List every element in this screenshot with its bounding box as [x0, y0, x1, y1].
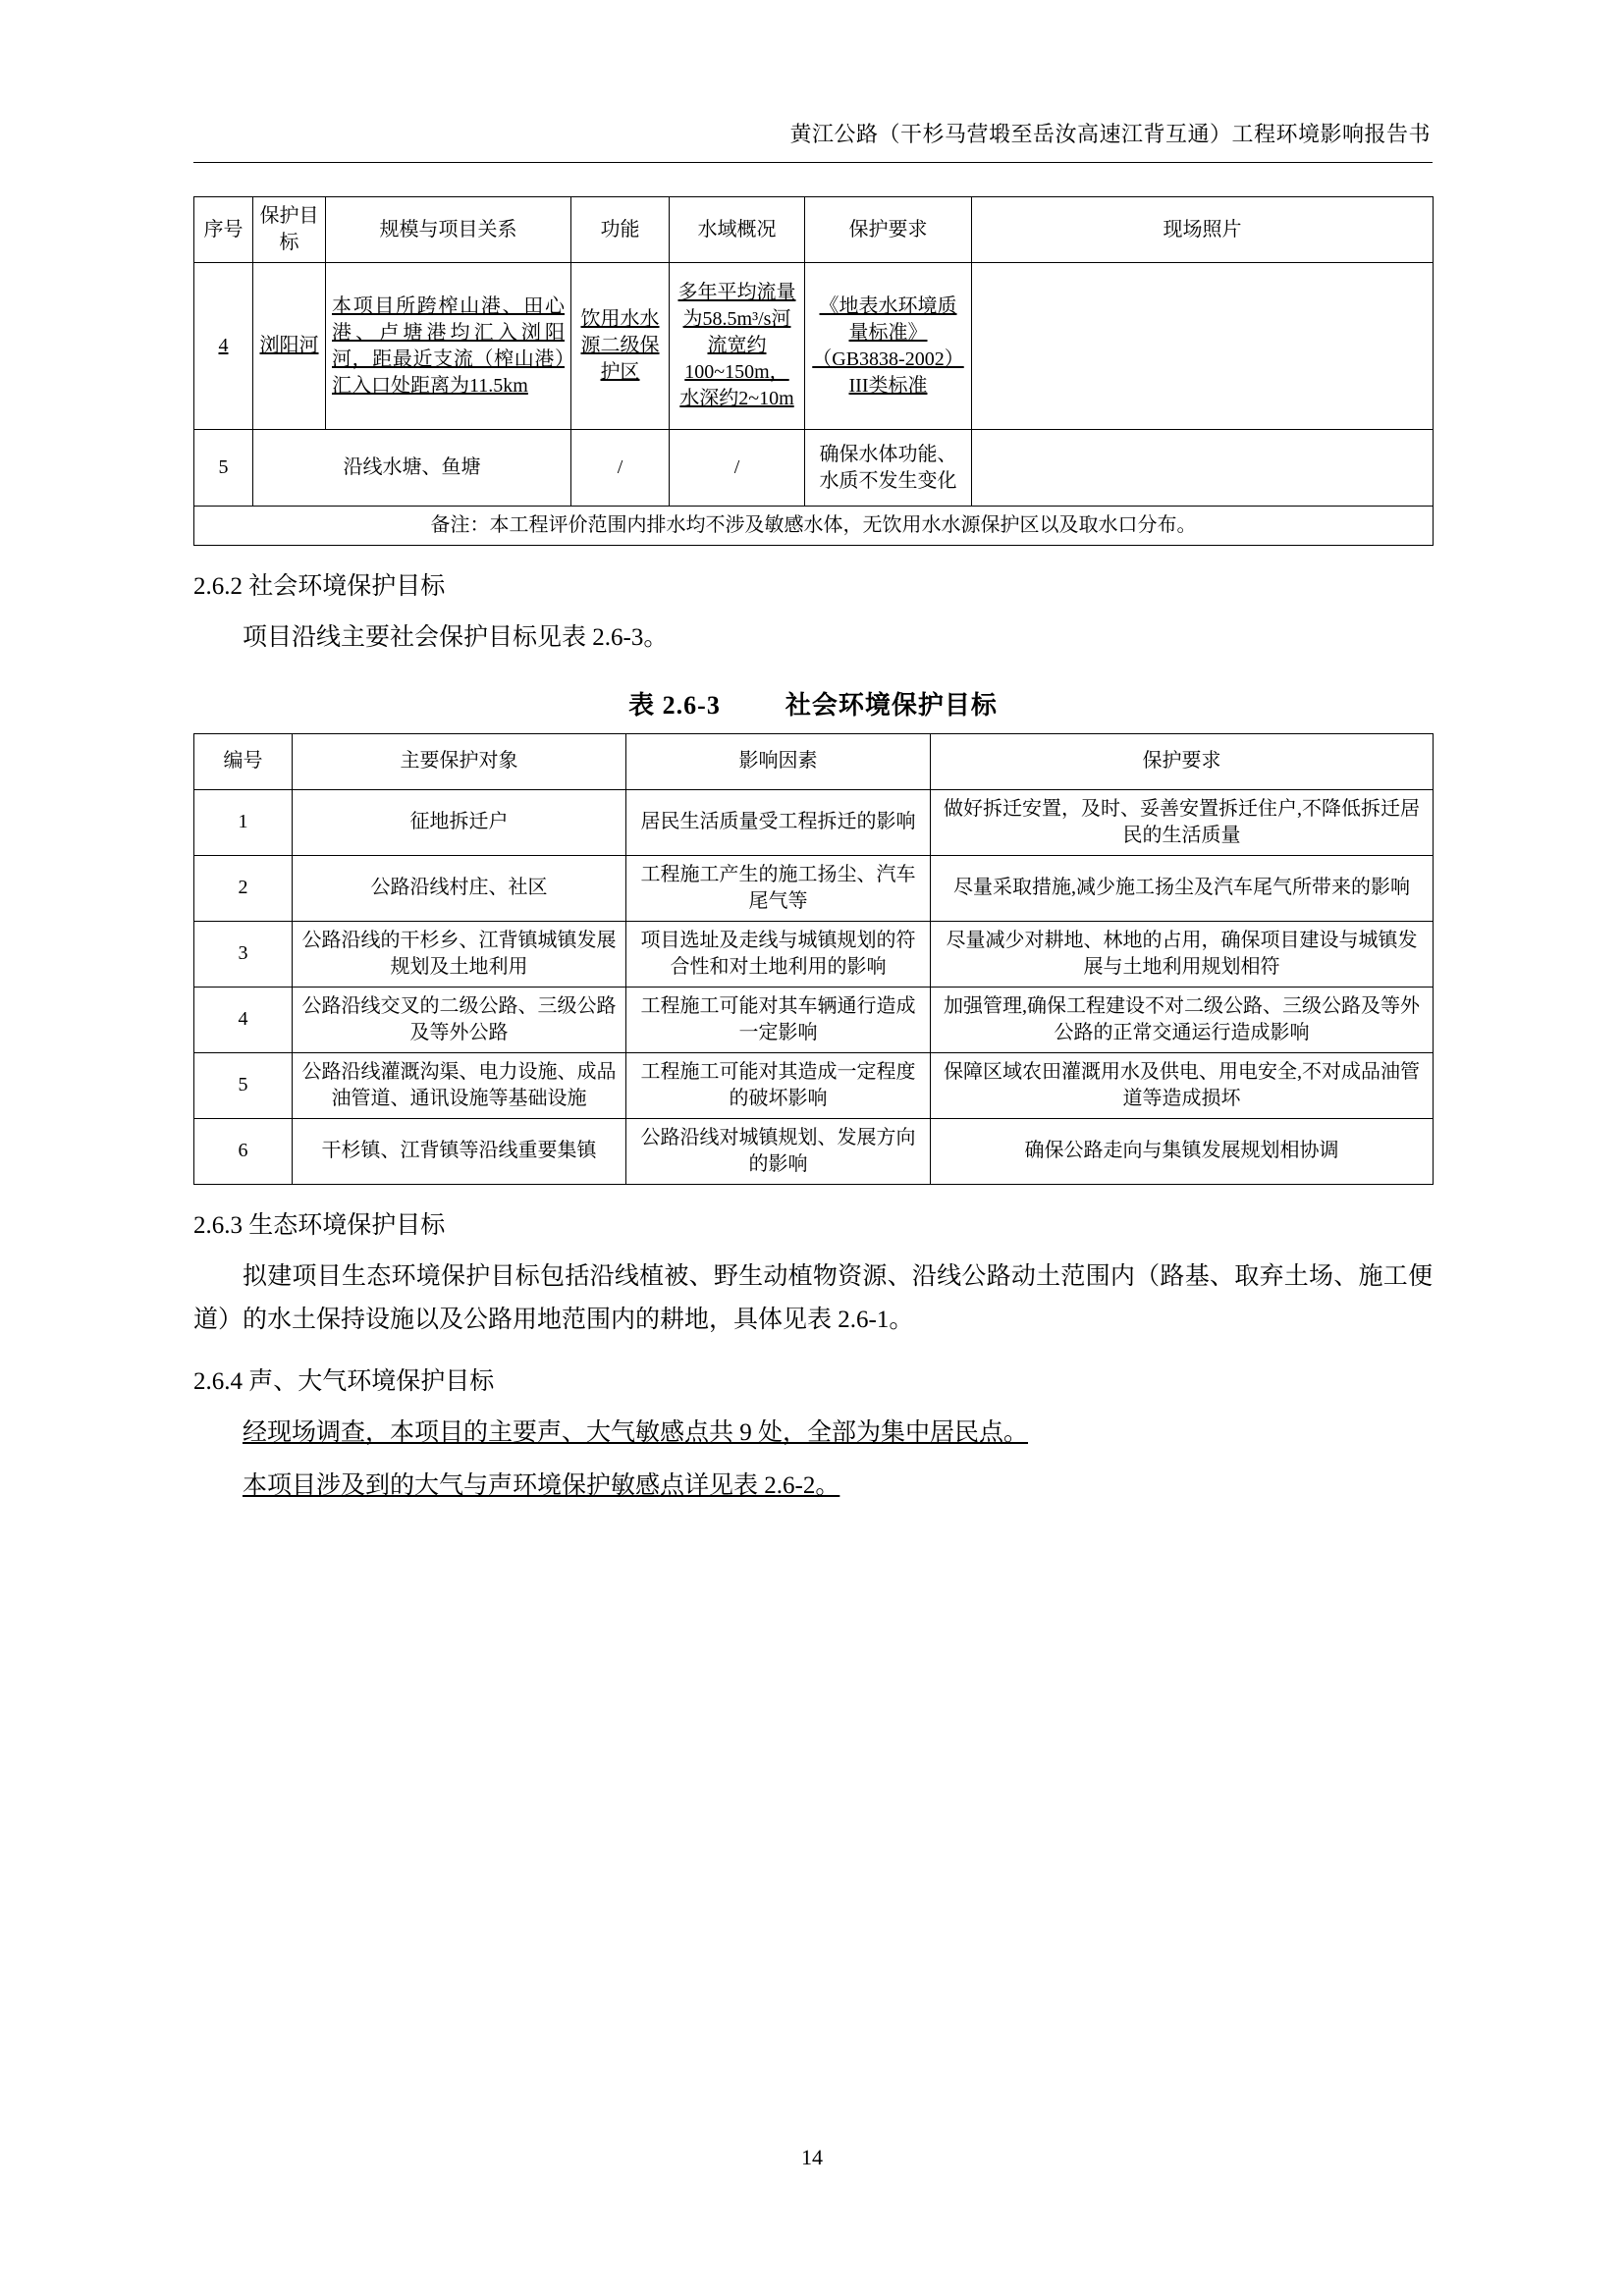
cell-no: 5	[194, 1052, 293, 1118]
section-heading-2-6-2: 2.6.2 社会环境保护目标	[193, 573, 446, 600]
page-number: 14	[801, 2145, 823, 2169]
table-caption-title: 社会环境保护目标	[785, 690, 998, 720]
cell-requirement: 加强管理,确保工程建设不对二级公路、三级公路及等外公路的正常交通运行造成影响	[931, 987, 1434, 1052]
cell-factor: 工程施工可能对其车辆通行造成一定影响	[626, 987, 931, 1052]
section-paragraph-2-6-2: 项目沿线主要社会保护目标见表 2.6-3。	[243, 624, 669, 651]
table-header-row	[194, 197, 1434, 263]
col-header-target: 保护目标	[253, 197, 326, 263]
col-header-overview: 水域概况	[670, 197, 805, 263]
cell-photo	[972, 430, 1434, 507]
table-note-row	[194, 507, 1434, 546]
page-content	[193, 196, 1433, 1508]
col-header-photo: 现场照片	[972, 197, 1434, 263]
cell-object: 公路沿线的干杉乡、江背镇城镇发展规划及土地利用	[293, 921, 626, 987]
table-header-row	[194, 733, 1434, 789]
table-row	[194, 789, 1434, 855]
cell-requirement: 《地表水环境质量标准》（GB3838-2002）III类标准	[805, 263, 972, 430]
section-paragraph-2-6-3: 拟建项目生态环境保护目标包括沿线植被、野生动植物资源、沿线公路动土范围内（路基、取弃土场、施工便道）的水土保持设施以及公路用地范围内的耕地，具体见表 2.6-1。	[193, 1262, 1433, 1333]
page-header: 黄江公路（干杉马营塅至岳汝高速江背互通）工程环境影响报告书	[789, 122, 1431, 146]
cell-target: 浏阳河	[253, 263, 326, 430]
cell-photo	[972, 263, 1434, 430]
section-heading-2-6-3: 2.6.3 生态环境保护目标	[193, 1211, 446, 1239]
table-row	[194, 987, 1434, 1052]
table-row	[194, 1052, 1434, 1118]
social-protection-table	[193, 733, 1434, 1185]
cell-overview: 多年平均流量为58.5m³/s河流宽约100~150m，水深约2~10m	[670, 263, 805, 430]
cell-object: 征地拆迁户	[293, 789, 626, 855]
cell-factor: 工程施工产生的施工扬尘、汽车尾气等	[626, 855, 931, 921]
col-header-no: 序号	[194, 197, 253, 263]
cell-object: 公路沿线村庄、社区	[293, 855, 626, 921]
cell-object: 公路沿线灌溉沟渠、电力设施、成品油管道、通讯设施等基础设施	[293, 1052, 626, 1118]
col-header-requirement: 保护要求	[805, 197, 972, 263]
table-row	[194, 430, 1434, 507]
col-header-factor: 影响因素	[626, 733, 931, 789]
section-paragraph-2-6-4-a: 经现场调查，本项目的主要声、大气敏感点共 9 处，全部为集中居民点。	[243, 1419, 1029, 1447]
cell-no: 4	[194, 987, 293, 1052]
header-divider	[193, 162, 1433, 163]
cell-requirement: 尽量采取措施,减少施工扬尘及汽车尾气所带来的影响	[931, 855, 1434, 921]
cell-object: 公路沿线交叉的二级公路、三级公路及等外公路	[293, 987, 626, 1052]
col-header-object: 主要保护对象	[293, 733, 626, 789]
section-paragraph-2-6-4-b: 本项目涉及到的大气与声环境保护敏感点详见表 2.6-2。	[243, 1472, 840, 1499]
cell-no: 4	[194, 263, 253, 430]
cell-requirement: 做好拆迁安置，及时、妥善安置拆迁住户,不降低拆迁居民的生活质量	[931, 789, 1434, 855]
cell-no: 5	[194, 430, 253, 507]
cell-function: 饮用水水源二级保护区	[571, 263, 670, 430]
col-header-requirement: 保护要求	[931, 733, 1434, 789]
cell-no: 3	[194, 921, 293, 987]
cell-object: 干杉镇、江背镇等沿线重要集镇	[293, 1118, 626, 1184]
cell-requirement: 保障区域农田灌溉用水及供电、用电安全,不对成品油管道等造成损坏	[931, 1052, 1434, 1118]
cell-no: 1	[194, 789, 293, 855]
table-row	[194, 855, 1434, 921]
cell-no: 6	[194, 1118, 293, 1184]
cell-requirement: 确保水体功能、水质不发生变化	[805, 430, 972, 507]
table-row	[194, 263, 1434, 430]
cell-requirement: 尽量减少对耕地、林地的占用，确保项目建设与城镇发展与土地利用规划相符	[931, 921, 1434, 987]
cell-factor: 项目选址及走线与城镇规划的符合性和对土地利用的影响	[626, 921, 931, 987]
col-header-no: 编号	[194, 733, 293, 789]
table-note: 备注：本工程评价范围内排水均不涉及敏感水体，无饮用水水源保护区以及取水口分布。	[194, 507, 1434, 546]
cell-overview: /	[670, 430, 805, 507]
section-heading-2-6-4: 2.6.4 声、大气环境保护目标	[193, 1368, 495, 1396]
cell-factor: 工程施工可能对其造成一定程度的破坏影响	[626, 1052, 931, 1118]
table-caption-2-6-3	[193, 685, 1433, 721]
table-caption-number: 表 2.6-3	[628, 690, 721, 720]
cell-function: /	[571, 430, 670, 507]
cell-factor: 居民生活质量受工程拆迁的影响	[626, 789, 931, 855]
col-header-function: 功能	[571, 197, 670, 263]
cell-requirement: 确保公路走向与集镇发展规划相协调	[931, 1118, 1434, 1184]
cell-target: 沿线水塘、鱼塘	[253, 430, 571, 507]
cell-factor: 公路沿线对城镇规划、发展方向的影响	[626, 1118, 931, 1184]
table-row	[194, 1118, 1434, 1184]
cell-relation: 本项目所跨榨山港、田心港、卢塘港均汇入浏阳河，距最近支流（榨山港）汇入口处距离为11.5km	[326, 263, 571, 430]
col-header-relation: 规模与项目关系	[326, 197, 571, 263]
table-row	[194, 921, 1434, 987]
cell-no: 2	[194, 855, 293, 921]
water-protection-table	[193, 196, 1434, 546]
